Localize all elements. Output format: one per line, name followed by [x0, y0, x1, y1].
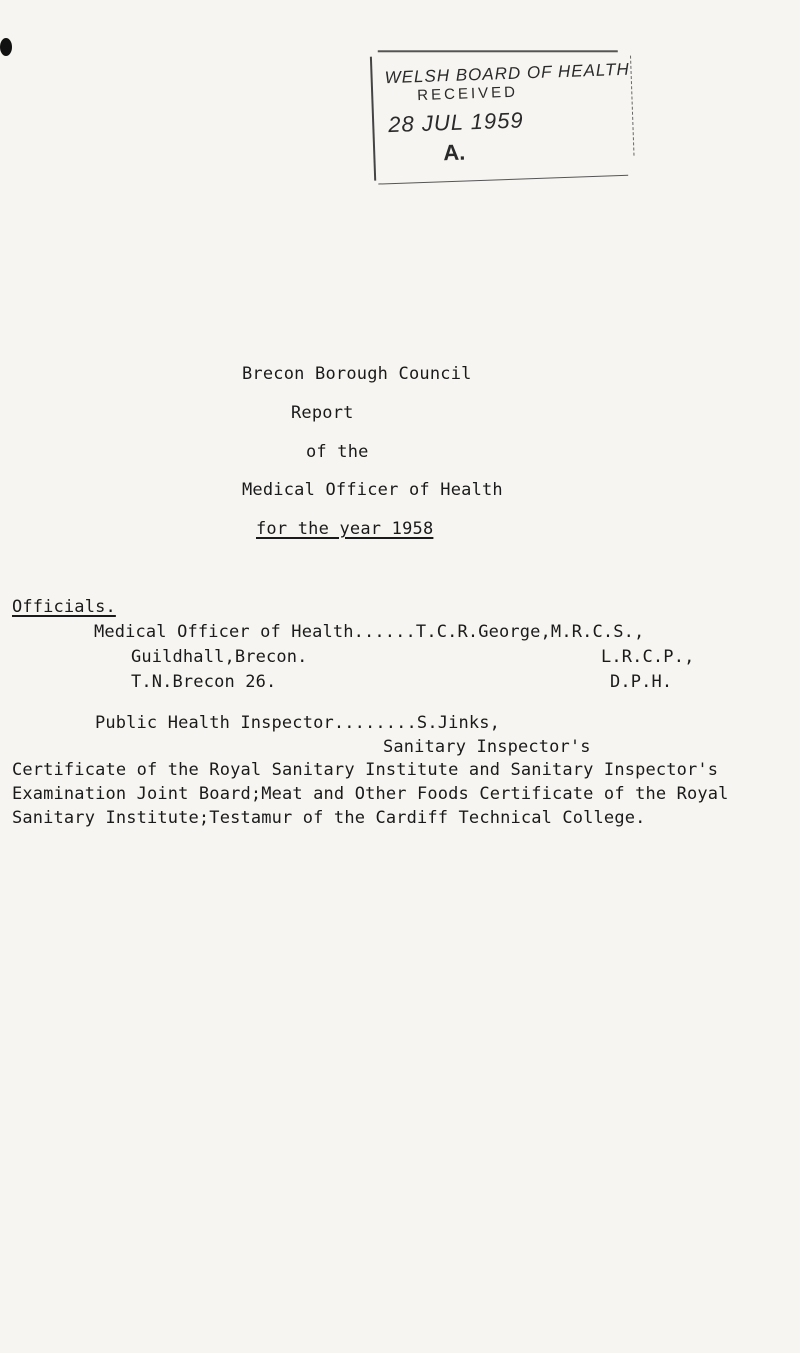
moh-telephone: T.N.Brecon 26.	[131, 672, 277, 692]
phi-line: Public Health Inspector........S.Jinks,	[95, 713, 501, 733]
officer-title: Medical Officer of Health	[242, 480, 503, 500]
received-stamp	[370, 45, 644, 184]
stamp-received: RECEIVED	[416, 83, 519, 105]
council-name: Brecon Borough Council	[242, 364, 472, 384]
stamp-organisation: WELSH BOARD OF HEALTH	[384, 59, 630, 88]
stamp-date: 28 JUL 1959	[387, 107, 524, 138]
phi-text-line: Certificate of the Royal Sanitary Institute and Sanitary Inspector's	[12, 760, 719, 780]
phi-text-line: Examination Joint Board;Meat and Other Foods Certificate of the Royal	[12, 784, 729, 804]
officials-heading: Officials.	[12, 597, 116, 617]
phi-certificate: Sanitary Inspector's	[383, 737, 591, 757]
of-the-label: of the	[306, 442, 369, 462]
moh-qualification-3: D.P.H.	[610, 672, 673, 692]
moh-line: Medical Officer of Health......T.C.R.George,M.R.C.S.,	[94, 622, 645, 642]
stamp-initial: A.	[442, 139, 466, 166]
report-label: Report	[291, 403, 354, 423]
moh-qualification-2: L.R.C.P.,	[601, 647, 695, 667]
phi-text-line: Sanitary Institute;Testamur of the Cardiff Technical College.	[12, 808, 646, 828]
moh-address: Guildhall,Brecon.	[131, 647, 308, 667]
binder-hole-mark	[0, 38, 12, 56]
report-year: for the year 1958	[256, 519, 434, 539]
